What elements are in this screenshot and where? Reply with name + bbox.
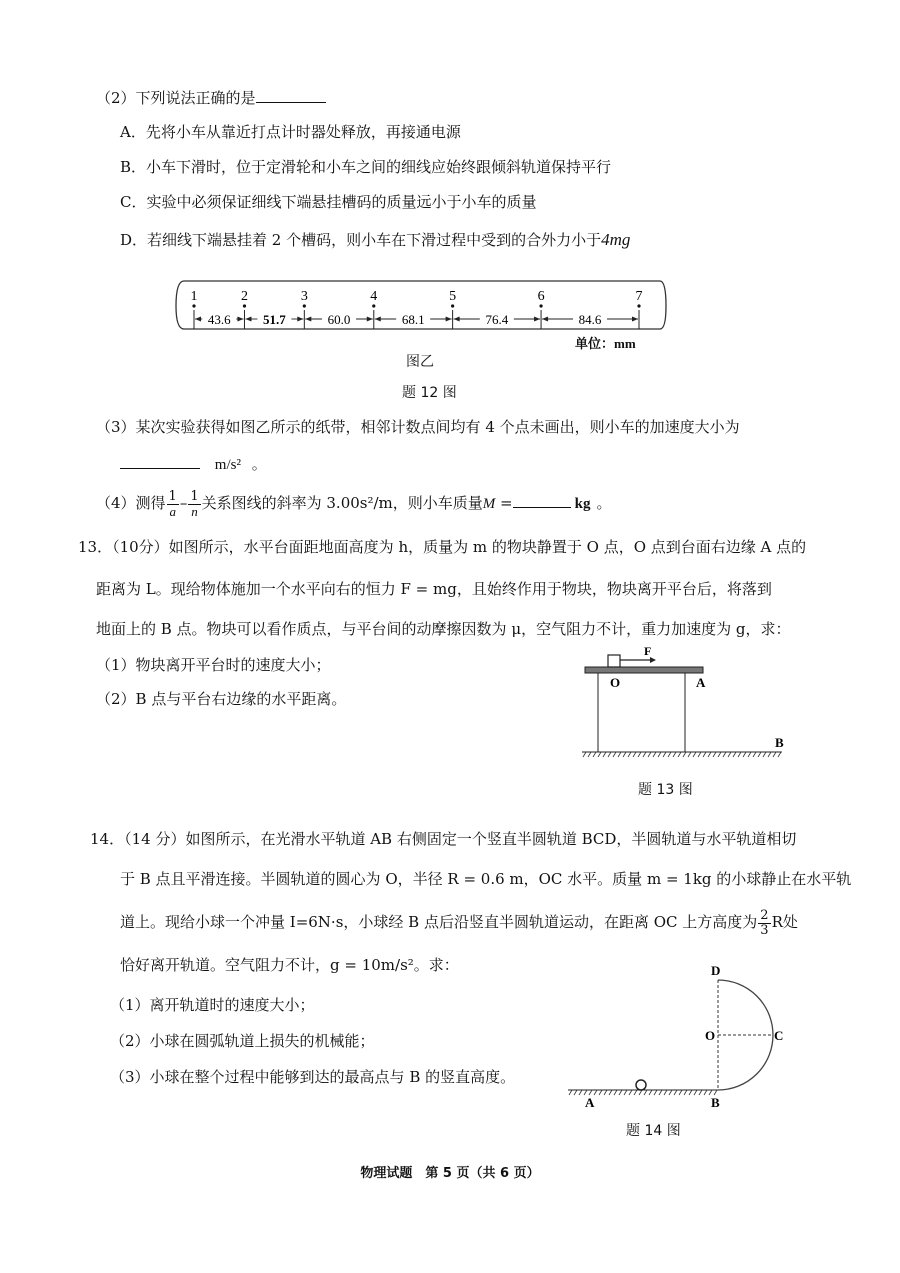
figure-14-caption: 题 14 图 [626,1123,681,1139]
q13-line-3: 地面上的 B 点。物块可以看作质点，与平台间的动摩擦因数为 μ，空气阻力不计，重力加速度为 g，求： [96,620,791,638]
tape-point-label: 4 [370,289,378,304]
hatch-line [633,752,636,757]
figure-14-track [560,955,820,1115]
hatch-line [763,752,766,757]
hatch-line [693,752,696,757]
hatch-line [614,1090,617,1095]
acceleration-blank[interactable] [120,454,200,469]
hatch-line [603,752,606,757]
hatch-line [643,752,646,757]
hatch-line [678,752,681,757]
hatch-line [619,1090,622,1095]
hatch-line [654,1090,657,1095]
arrowhead-left [305,317,311,322]
hatch-line [694,1090,697,1095]
platform-top [585,667,703,673]
hatch-line [673,752,676,757]
hatch-line [663,752,666,757]
hatch-line [659,1090,662,1095]
hatch-line [758,752,761,757]
segment-length-label: 68.1 [401,312,425,327]
hatch-line [699,1090,702,1095]
tape-point-label: 1 [190,289,198,304]
hatch-line [679,1090,682,1095]
option-a: A．先将小车从靠近打点计时器处释放，再接通电源 [120,123,461,141]
segment-length-label: 84.6 [578,312,602,327]
q13-sub-2: （2）B 点与平台右边缘的水平距离。 [96,690,347,708]
tape-dot [372,304,375,307]
arrowhead-left [245,317,251,322]
q12-part3-text: （3）某次实验获得如图乙所示的纸带，相邻计数点间均有 4 个点未画出，则小车的加速度大小为 [96,418,740,436]
hatch-line [638,752,641,757]
hatch-line [708,752,711,757]
tape-dot [303,304,306,307]
hatch-line [773,752,776,757]
hatch-line [674,1090,677,1095]
segment-length-label: 43.6 [207,312,231,327]
segment-length-label: 60.0 [327,312,351,327]
segment-length-label: 76.4 [485,312,509,327]
hatch-line [664,1090,667,1095]
hatch-line [648,752,651,757]
figure-13-platform [570,640,810,770]
arrowhead-right [632,317,638,322]
tape-point-label: 3 [300,289,308,304]
mass-blank[interactable] [513,493,571,508]
hatch-line [569,1090,572,1095]
hatch-line [669,1090,672,1095]
hatch-line [624,1090,627,1095]
arrowhead-left [375,317,381,322]
hatch-line [608,752,611,757]
hatch-line [728,752,731,757]
block [608,655,620,667]
tape-dot [539,304,542,307]
hatch-line [634,1090,637,1095]
q14-sub-3: （3）小球在整个过程中能够到达的最高点与 B 的竖直高度。 [110,1068,516,1086]
hatch-line [574,1090,577,1095]
label-a: A [585,1095,595,1110]
hatch-line [718,752,721,757]
hatch-line [658,752,661,757]
hatch-line [623,752,626,757]
hatch-line [689,1090,692,1095]
page-footer: 物理试题 第 5 页（共 6 页） [360,1166,540,1181]
tape-point-label: 2 [240,289,248,304]
q13-sub-1: （1）物块离开平台时的速度大小； [96,656,331,674]
q13-line-1: 13．（10分）如图所示，水平台面距地面高度为 h，质量为 m 的物块静置于 O 点，O 点到台面右边缘 A 点的 [78,538,807,556]
hatch-line [639,1090,642,1095]
arrowhead-left [195,317,201,322]
hatch-line [629,1090,632,1095]
answer-blank[interactable] [256,88,326,103]
hatch-line [644,1090,647,1095]
hatch-line [713,752,716,757]
hatch-line [723,752,726,757]
label-o: O [610,675,621,690]
hatch-line [583,752,586,757]
arrowhead-left [542,317,548,322]
hatch-line [628,752,631,757]
fraction-1-over-n: $\frac{1}{n}$ [190,488,199,519]
hatch-line [579,1090,582,1095]
q14-sub-1: （1）离开轨道时的速度大小； [110,996,315,1014]
hatch-line [593,752,596,757]
hatch-line [703,752,706,757]
hatch-line [599,1090,602,1095]
hatch-line [688,752,691,757]
q14-line-2: 于 B 点且平滑连接。半圆轨道的圆心为 O，半径 R = 0.6 m，OC 水平。质量 m = 1kg 的小球静止在水平轨 [120,870,852,888]
hatch-line [753,752,756,757]
figure-12-caption: 题 12 图 [402,385,457,401]
arrowhead-right [534,317,540,322]
label-a: A [696,675,706,690]
tape-point-label: 6 [537,289,545,304]
hatch-line [613,752,616,757]
q14-line-4: 恰好离开轨道。空气阻力不计，g = 10m/s²。求： [120,956,459,974]
ball [636,1080,646,1090]
tape-dot [637,304,640,307]
q12-part4: （4）测得 $\frac{1}{a}$ – $\frac{1}{n}$ 关系图线的斜率为 3.00s²/m，则小车质量M = kg 。 [96,488,612,519]
q14-line-3: 道上。现给小球一个冲量 I=6N·s，小球经 B 点后沿竖直半圆轨道运动，在距离 OC 上方高度为 $\frac{2}{3}$ R处 [120,907,798,938]
label-c: C [774,1028,784,1043]
hatch-line [668,752,671,757]
hatch-line [738,752,741,757]
q14-sub-2: （2）小球在圆弧轨道上损失的机械能； [110,1032,375,1050]
q13-line-2: 距离为 L。现给物体施加一个水平向右的恒力 F = mg，且始终作用于物块，物块离开平台后，将落到 [96,580,772,598]
option-d-math: 4mg [601,230,631,249]
arrowhead-right [367,317,373,322]
tape-dot [192,304,195,307]
label-o: O [705,1028,716,1043]
hatch-line [604,1090,607,1095]
figure-13-caption: 题 13 图 [638,782,693,798]
tape-point-label: 5 [449,289,457,304]
hatch-line [768,752,771,757]
label-f: F [644,644,652,658]
hatch-line [594,1090,597,1095]
hatch-line [748,752,751,757]
hatch-line [733,752,736,757]
option-b: B．小车下滑时，位于定滑轮和小车之间的细线应始终跟倾斜轨道保持平行 [120,158,612,176]
fraction-two-thirds: $\frac{2}{3}$ [760,907,769,938]
paper-tape-figure [170,276,670,336]
tape-sub-caption: 图乙 [406,354,434,370]
arrowhead-right [297,317,303,322]
tape-unit-label: 单位：mm [575,336,636,351]
hatch-line [743,752,746,757]
q14-line-1: 14．（14 分）如图所示，在光滑水平轨道 AB 右侧固定一个竖直半圆轨道 BCD，半圆轨道与水平轨道相切 [90,830,797,848]
tape-dot [243,304,246,307]
segment-length-label: 51.7 [263,312,286,327]
label-d: D [711,963,721,978]
option-c: C．实验中必须保证细线下端悬挂槽码的质量远小于小车的质量 [120,193,537,211]
hatch-line [683,752,686,757]
q12-part3-answer: m/s² 。 [120,454,267,474]
hatch-line [698,752,701,757]
option-d: D．若细线下端悬挂着 2 个槽码，则小车在下滑过程中受到的合外力小于4mg [120,230,631,249]
arrowhead-right [446,317,452,322]
q12-part2-stem: （2）下列说法正确的是 [96,88,326,107]
hatch-line [778,752,781,757]
hatch-line [684,1090,687,1095]
arrowhead-left [454,317,460,322]
label-b: B [711,1095,720,1110]
label-b: B [775,735,784,750]
fraction-1-over-a: $\frac{1}{a}$ [168,488,177,519]
ground-hatching [583,752,781,757]
hatch-line [653,752,656,757]
hatch-line [704,1090,707,1095]
tape-point-label: 7 [635,289,643,304]
hatch-line [588,752,591,757]
arrowhead-right [237,317,243,322]
hatch-line [649,1090,652,1095]
tape-dot [451,304,454,307]
hatch-line [618,752,621,757]
hatch-line [609,1090,612,1095]
hatch-line [598,752,601,757]
